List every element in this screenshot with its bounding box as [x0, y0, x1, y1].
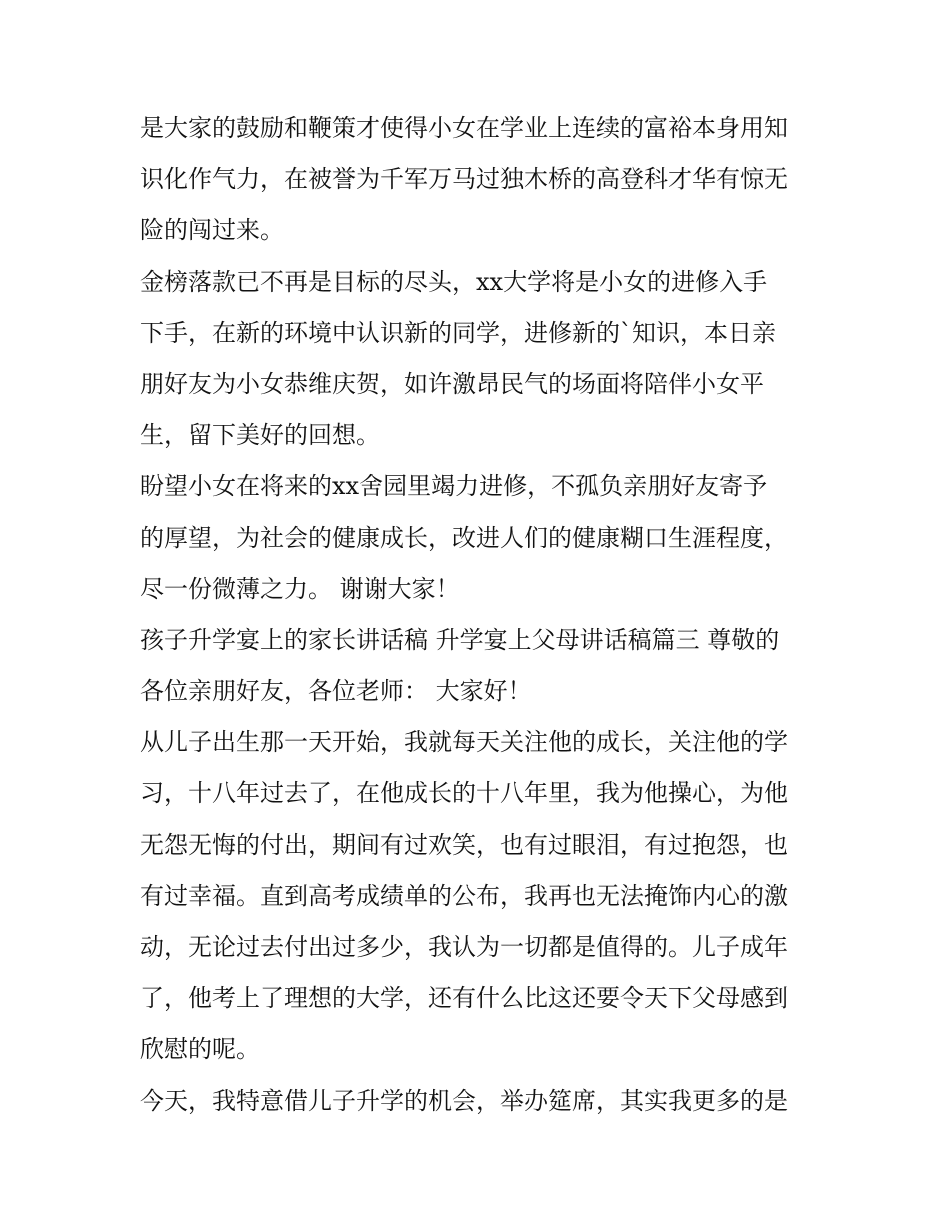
text-line: 欣慰的呢。: [140, 1035, 260, 1064]
text-line: 了，他考上了理想的大学，还有什么比这还要令天下父母感到: [140, 984, 788, 1013]
text-line: 识化作气力，在被誉为千军万马过独木桥的高登科才华有惊无: [140, 165, 788, 194]
text-line: 习，十八年过去了，在他成长的十八年里，我为他操心，为他: [140, 779, 788, 808]
text-line: 险的闯过来。: [140, 216, 284, 245]
text-line: 各位亲朋好友，各位老师： 大家好！: [140, 677, 532, 706]
text-line: 的厚望，为社会的健康成长，改进人们的健康糊口生涯程度，: [140, 523, 788, 552]
text-line: 金榜落款已不再是目标的尽头，xx大学将是小女的进修入手: [140, 267, 768, 296]
text-line: 朋好友为小女恭维庆贺，如许激昂民气的场面将陪伴小女平: [140, 369, 764, 398]
text-line: 盼望小女在将来的xx舍园里竭力进修，不孤负亲朋好友寄予: [140, 472, 768, 501]
text-line: 生，留下美好的回想。: [140, 421, 380, 450]
text-line: 无怨无悔的付出，期间有过欢笑，也有过眼泪，有过抱怨，也: [140, 830, 788, 859]
text-line: 是大家的鼓励和鞭策才使得小女在学业上连续的富裕本身用知: [140, 114, 788, 142]
text-line: 动，无论过去付出过多少，我认为一切都是值得的。儿子成年: [140, 933, 788, 961]
document-body: [140, 103, 812, 1127]
text-line: 从儿子出生那一天开始，我就每天关注他的成长，关注他的学: [140, 728, 788, 757]
text-line: 今天，我特意借儿子升学的机会，举办筵席，其实我更多的是: [140, 1086, 788, 1115]
text-line: 孩子升学宴上的家长讲话稿 升学宴上父母讲话稿篇三 尊敬的: [140, 625, 780, 654]
text-line: 有过幸福。直到高考成绩单的公布，我再也无法掩饰内心的激: [140, 881, 788, 910]
text-line: 下手，在新的环境中认识新的同学，进修新的`知识，本日亲: [140, 318, 776, 347]
text-line: 尽一份微薄之力。 谢谢大家！: [140, 574, 460, 603]
